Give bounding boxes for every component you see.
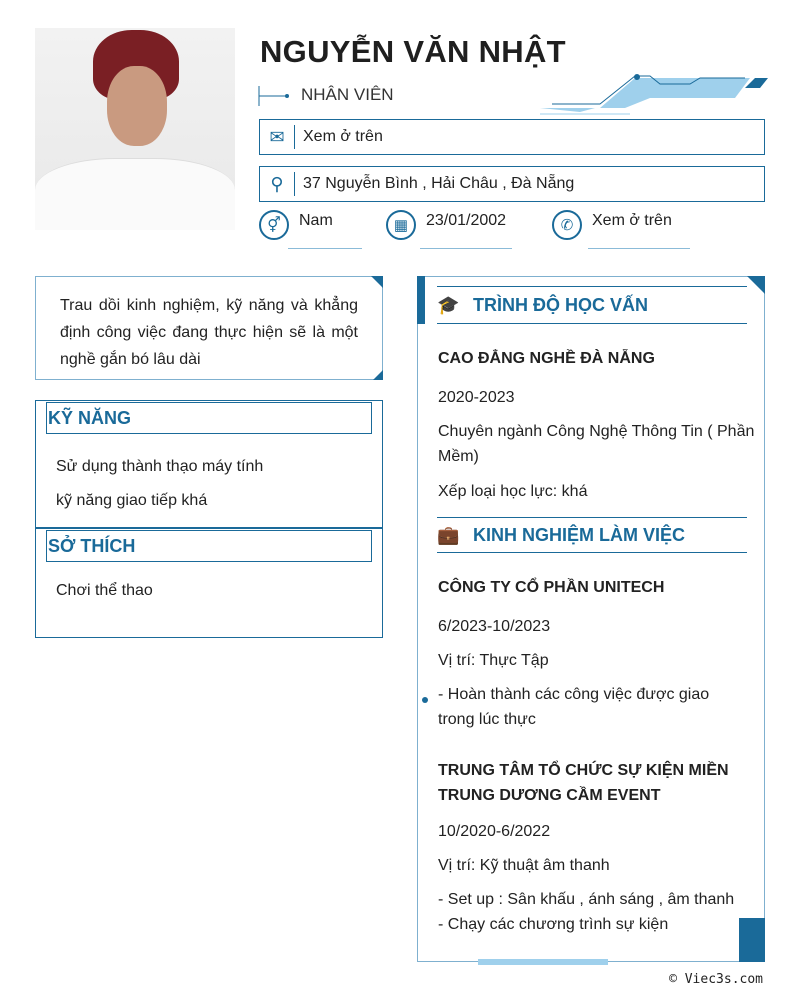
skill-item: kỹ năng giao tiếp khá [56,492,208,509]
education-major: Chuyên ngành Công Nghệ Thông Tin ( Phần Mềm) [438,423,755,465]
job-title: NHÂN VIÊN [301,85,394,104]
experience-heading: KINH NGHIỆM LÀM VIỆC [473,524,686,545]
phone-value: Xem ở trên [592,212,672,229]
corner [373,370,383,380]
job-company: TRUNG TÂM TỔ CHỨC SỰ KIỆN MIỀN TRUNG DƯƠNG CẦM EVENT [438,762,729,804]
experience-header [437,517,747,553]
address-row [259,166,765,202]
calendar-icon: ▦ [386,210,416,240]
side-bar [417,276,425,324]
email-value: Xem ở trên [303,128,383,145]
address-value: 37 Nguyễn Bình , Hải Châu , Đà Nẵng [303,175,575,192]
circuit-decoration [540,74,772,116]
envelope-icon: ✉ [269,126,285,147]
dot [422,697,428,703]
education-period: 2020-2023 [438,389,515,406]
watermark: © Viec3s.com [669,972,763,987]
underline [288,248,362,249]
objective-text: Trau dồi kinh nghiệm, kỹ năng và khẳng định công việc đang thực hiện sẽ là một nghề gắn bó lâu dài [60,297,358,368]
skills-hobbies-box [35,400,383,638]
profile-photo [35,28,235,230]
corner [747,276,765,294]
briefcase-icon: 💼 [437,524,460,545]
phone-item [552,210,672,240]
phone-icon: ✆ [552,210,582,240]
education-header [437,286,747,324]
gender-item [259,210,333,240]
gender-icon: ⚥ [259,210,289,240]
corner [371,276,383,288]
education-heading: TRÌNH ĐỘ HỌC VẤN [473,294,648,315]
title-line-decoration [258,84,294,108]
objective-box [35,276,383,380]
skills-header [46,402,372,434]
gender-value: Nam [299,212,333,229]
job-description: - Hoàn thành các công việc được giao trong lúc thực [438,686,710,728]
main-box [417,276,765,962]
job-description: - Set up : Sân khấu , ánh sáng , âm thanh - Chạy các chương trình sự kiện [438,891,735,933]
skill-item: Sử dụng thành thạo máy tính [56,458,264,475]
birthday-value: 23/01/2002 [426,212,507,229]
education-grade: Xếp loại học lực: khá [438,483,588,500]
graduation-cap-icon: 🎓 [437,294,460,315]
job-period: 6/2023-10/2023 [438,618,551,635]
location-pin-icon: ⚲ [270,173,284,194]
hobbies-header [46,530,372,562]
underline [588,248,690,249]
divider [36,527,383,529]
job-position: Vị trí: Kỹ thuật âm thanh [438,857,610,874]
skills-heading: KỸ NĂNG [48,408,132,428]
job-position: Vị trí: Thực Tập [438,652,549,669]
school-name: CAO ĐẲNG NGHỀ ĐÀ NẴNG [438,350,655,367]
job-company: CÔNG TY CỔ PHẦN UNITECH [438,579,665,596]
email-row [259,119,765,155]
hobbies-heading: SỞ THÍCH [48,536,136,556]
candidate-name: NGUYỄN VĂN NHẬT [260,34,566,69]
hobby-item: Chơi thể thao [56,582,153,599]
bottom-accent [478,959,608,965]
birthday-item [386,210,506,240]
underline [420,248,512,249]
job-period: 10/2020-6/2022 [438,823,551,840]
